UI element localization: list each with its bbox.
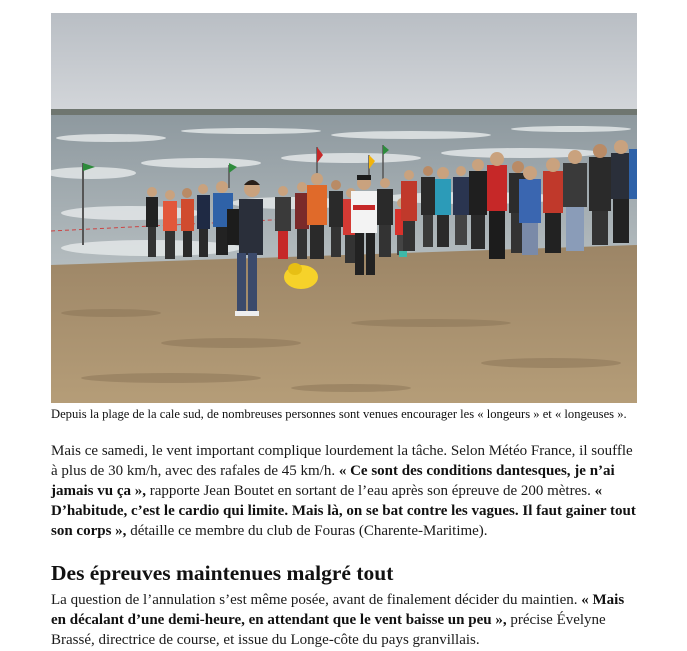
paragraph-2-text-2: précise Évelyne Brassé, directrice de course, et issue du Longe-côte du pays granvillais. xyxy=(51,612,606,648)
sky xyxy=(51,13,637,113)
paragraph-2-text-1: La question de l’annulation s’est même posée, avant de finalement décider du maintien. xyxy=(51,592,582,608)
subheading: Des épreuves maintenues malgré tout xyxy=(51,561,394,585)
horizon xyxy=(51,109,637,115)
paragraph-2 xyxy=(51,590,637,650)
photo-caption: Depuis la plage de la cale sud, de nombreuses personnes sont venues encourager les « longeurs » et « longeuses ». xyxy=(51,407,627,421)
beach-crowd-photo xyxy=(51,13,637,403)
paragraph-1-quote-2: « D’habitude, c’est le cardio qui limite. Mais là, on se bat contre les vagues. Il faut gainer tout son corps », xyxy=(51,483,636,539)
paragraph-2-quote-1: « Mais en décalant d’une demi-heure, en attendant que le vent baisse un peu », xyxy=(51,592,625,628)
paragraph-1-quote-1: « Ce sont des conditions dantesques, je n’ai jamais vu ça », xyxy=(51,463,615,499)
paragraph-1-text-3: détaille ce membre du club de Fouras (Charente-Maritime). xyxy=(126,523,488,539)
paragraph-1-text-2: rapporte Jean Boutet en sortant de l’eau après son épreuve de 200 mètres. xyxy=(146,483,595,499)
paragraph-1 xyxy=(51,441,637,541)
article xyxy=(51,13,637,650)
paragraph-1-text-1: Mais ce samedi, le vent important complique lourdement la tâche. Selon Météo France, il souffle à plus de 30 km/h, avec des rafales de 45 km/h. xyxy=(51,443,633,479)
